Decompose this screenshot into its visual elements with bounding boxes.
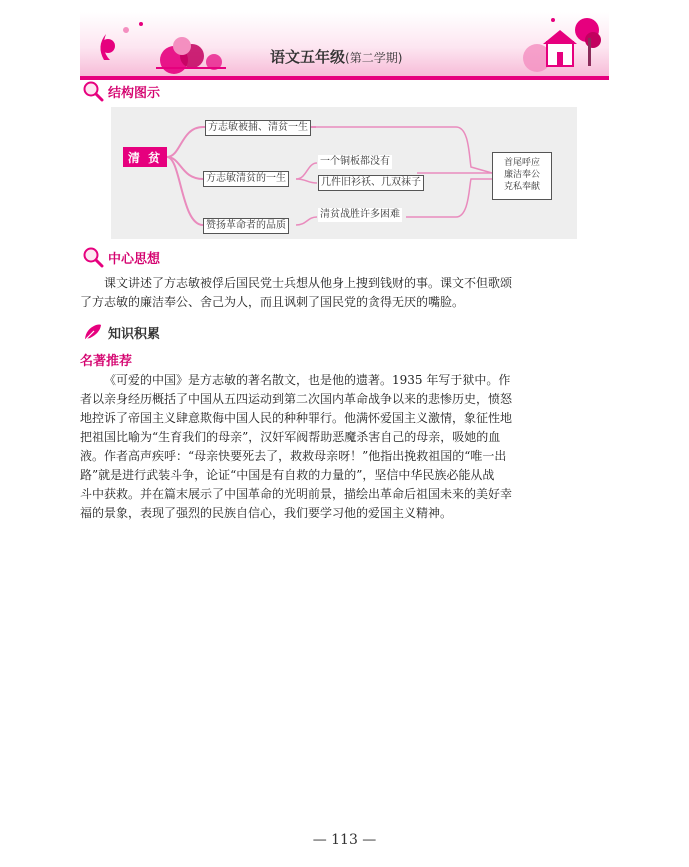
page-number: — 113 —	[312, 832, 377, 848]
header-title	[270, 46, 402, 67]
branch-node: 方志敏清贫的一生	[203, 171, 289, 187]
summary-line: 首尾呼应	[503, 158, 540, 168]
paragraph-line: 液。作者高声疾呼：“母亲快要死去了，救救母亲呀！”他指出挽救祖国的“唯一出	[80, 449, 507, 463]
paragraph-line: 把祖国比喻为“生育我们的母亲”，汉奸军阀帮助恶魔杀害自己的母亲，吸她的血	[80, 430, 501, 444]
paragraph-line: 福的景象，表现了强烈的民族自信心，我们要学习他的爱国主义精神。	[80, 506, 453, 520]
structure-diagram	[111, 107, 577, 239]
leaf-node: 一个铜板都没有	[320, 156, 390, 167]
paragraph-line: 者以亲身经历概括了中国从五四运动到第二次国内革命战争以来的悲惨历史，愤怒	[80, 392, 513, 406]
magnifier-icon	[82, 246, 104, 268]
house-tree-decoration-icon	[505, 12, 605, 74]
leaf-node: 清贫战胜许多困难	[320, 209, 400, 220]
header-title-main: 语文五年级	[270, 48, 346, 66]
paragraph-line: 课文讲述了方志敏被俘后国民党士兵想从他身上捜到钱财的事。课文不但歌颂	[104, 276, 513, 290]
branch-node: 赞扬革命者的品质	[203, 218, 289, 234]
diagram-summary-box	[492, 152, 552, 200]
section-heading-structure	[82, 80, 160, 102]
paragraph-line: 了方志敏的廉洁奉公、舍己为人，而且讽刺了国民党的贪得无厌的嘴脸。	[80, 295, 465, 309]
section-heading-central-idea	[82, 246, 160, 268]
knowledge-paragraph	[80, 371, 608, 523]
section-heading-knowledge	[82, 321, 160, 343]
diagram-root-node: 清 贫	[123, 147, 167, 167]
subheading-recommended-books: 名著推荐	[80, 354, 133, 369]
paragraph-line: 斗中获救。并在篇末展示了中国革命的光明前景，描绘出革命后祖国未来的美好幸	[80, 487, 513, 501]
section-heading-central-idea-text: 中心思想	[108, 251, 161, 267]
pen-leaf-icon	[82, 321, 104, 343]
paragraph-line: 地控诉了帝国主义肆意欺侮中国人民的种种罪行。他满怀爱国主义激情，象征性地	[80, 411, 513, 425]
flower-decoration-icon	[86, 16, 236, 76]
magnifier-icon	[82, 80, 104, 102]
branch-node: 方志敏被捕、清贫一生	[205, 120, 311, 136]
header-title-sub: (第二学期)	[345, 51, 403, 65]
central-idea-paragraph	[80, 274, 608, 312]
summary-line: 克私奉献	[503, 182, 540, 192]
paragraph-line: 路”就是进行武装斗争，论证“中国是有自救的力量的”，坚信中华民族必能从战	[80, 468, 495, 482]
paragraph-line: 《可爱的中国》是方志敏的著名散文，也是他的遗著。1935 年写于狱中。作	[104, 373, 511, 387]
section-heading-knowledge-text: 知识积累	[108, 326, 161, 342]
section-heading-structure-text: 结构图示	[108, 85, 161, 101]
summary-line: 廉洁奉公	[503, 170, 540, 180]
leaf-node: 几件旧衫袄、几双袜子	[318, 175, 424, 191]
page-header	[80, 12, 609, 76]
